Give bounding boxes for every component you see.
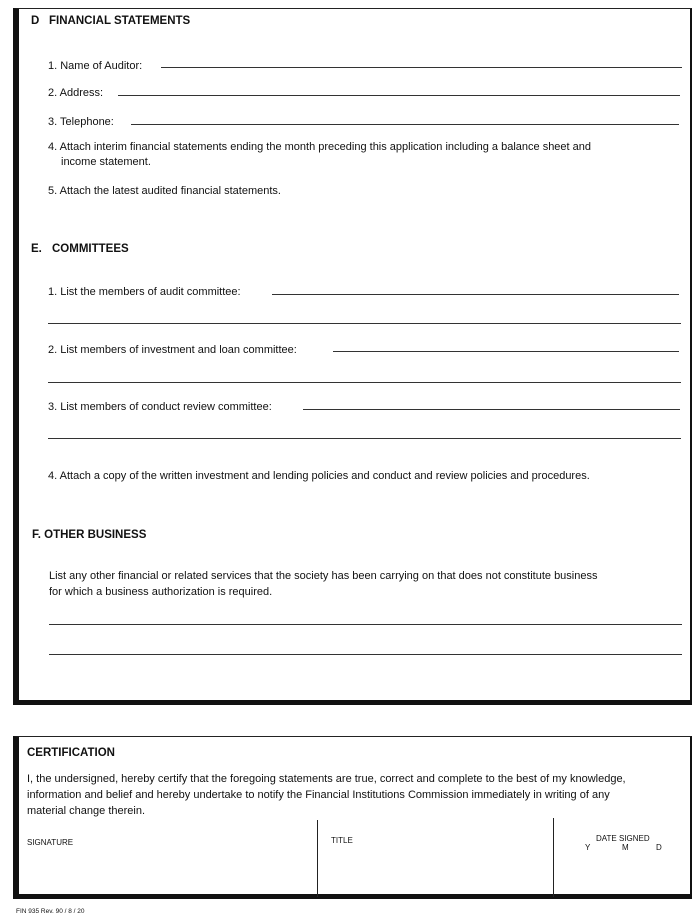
auditor-name-field[interactable] xyxy=(161,67,682,68)
other-business-field-2[interactable] xyxy=(49,654,682,655)
telephone-label: 3. Telephone: xyxy=(48,116,114,128)
certification-title: CERTIFICATION xyxy=(27,747,115,759)
audit-committee-label: 1. List the members of audit committee: xyxy=(48,286,241,298)
section-d-title: FINANCIAL STATEMENTS xyxy=(49,15,191,27)
date-signed-label: DATE SIGNED xyxy=(596,834,650,843)
item4-interim-statements-cont: income statement. xyxy=(61,156,151,168)
conduct-review-committee-field[interactable] xyxy=(303,409,680,410)
item4-policies: 4. Attach a copy of the written investment and lending policies and conduct and review policies and procedures. xyxy=(48,470,590,482)
form-code: FIN 935 Rev. 90 / 8 / 20 xyxy=(16,908,85,915)
address-label: 2. Address: xyxy=(48,87,104,99)
signature-label: SIGNATURE xyxy=(27,838,74,847)
audit-committee-field-2[interactable] xyxy=(48,323,681,324)
address-field[interactable] xyxy=(118,95,680,96)
section-f-title: F. OTHER BUSINESS xyxy=(32,529,147,541)
auditor-name-label: 1. Name of Auditor: xyxy=(48,60,143,72)
date-month-label: M xyxy=(622,843,629,852)
item4-interim-statements: 4. Attach interim financial statements ending the month preceding this application including a balance sheet and xyxy=(48,141,592,153)
conduct-review-committee-label: 3. List members of conduct review committee: xyxy=(48,401,272,413)
telephone-field[interactable] xyxy=(131,124,679,125)
conduct-review-committee-field-2[interactable] xyxy=(48,438,681,439)
audit-committee-field[interactable] xyxy=(272,294,679,295)
date-year-label: Y xyxy=(585,843,591,852)
date-day-label: D xyxy=(656,843,662,852)
section-e-title: COMMITTEES xyxy=(52,243,129,255)
title-field[interactable] xyxy=(318,822,552,896)
item5-audited-statements: 5. Attach the latest audited financial statements. xyxy=(48,185,281,197)
title-label: TITLE xyxy=(331,836,353,845)
certification-text-line1: I, the undersigned, hereby certify that the foregoing statements are true, correct and complete to the best of my knowledge, xyxy=(27,773,626,785)
section-e-letter: E. xyxy=(31,243,42,255)
investment-committee-field[interactable] xyxy=(333,351,679,352)
investment-committee-field-2[interactable] xyxy=(48,382,681,383)
other-business-instruction: List any other financial or related services that the society has been carrying on that does not constitute business xyxy=(49,570,598,582)
other-business-field-1[interactable] xyxy=(49,624,682,625)
certification-text-line3: material change therein. xyxy=(27,805,146,817)
section-d-letter: D xyxy=(31,15,40,27)
other-business-instruction-cont: for which a business authorization is required. xyxy=(49,586,273,598)
investment-committee-label: 2. List members of investment and loan committee: xyxy=(48,344,297,356)
signature-field[interactable] xyxy=(19,822,316,896)
certification-text-line2: information and belief and hereby undertake to notify the Financial Institutions Commission immediately in writing of any xyxy=(27,789,610,801)
main-form-panel xyxy=(13,8,692,705)
